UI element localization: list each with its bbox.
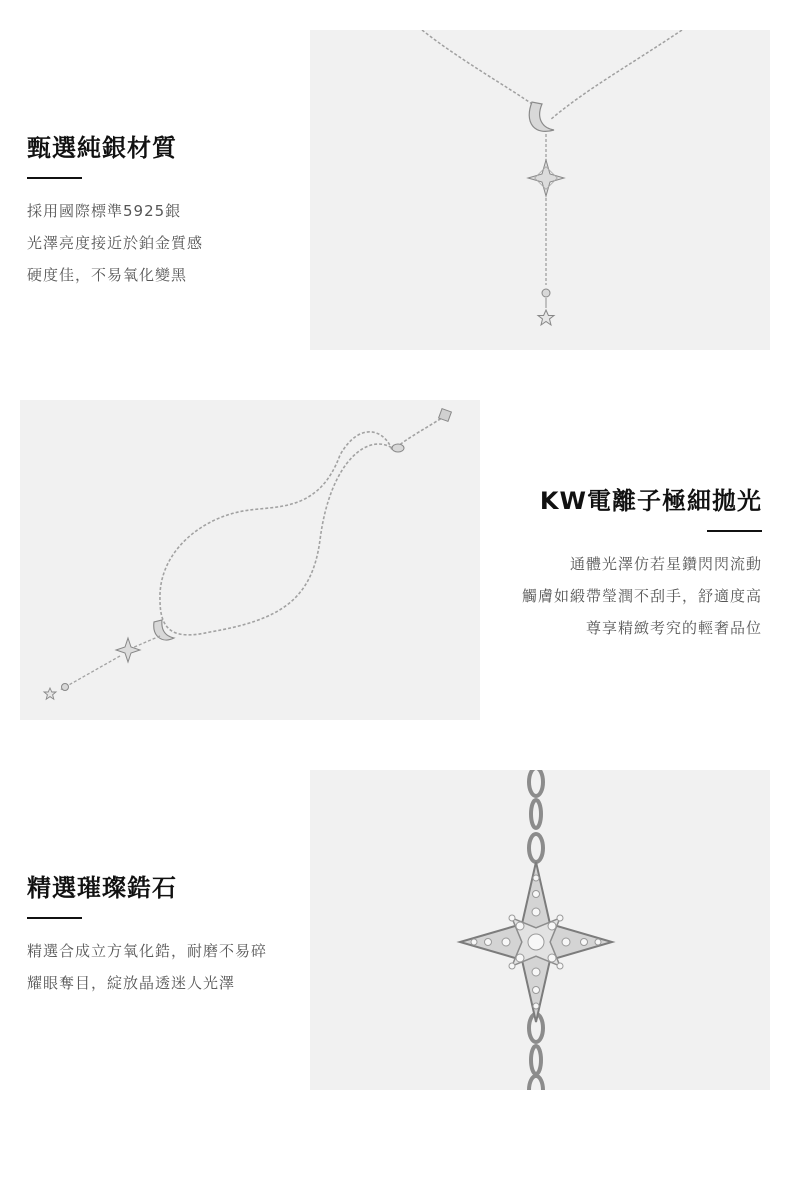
title-divider: [707, 530, 762, 532]
feature-line: 硬度佳，不易氧化變黑: [27, 266, 188, 284]
small-star-charm-icon: [44, 688, 56, 699]
north-star-pendant-icon: [460, 862, 612, 1022]
title-divider: [27, 177, 82, 179]
feature-title: KW電離子極細拋光: [539, 487, 762, 515]
north-star-pendant-icon: [528, 160, 564, 196]
feature-title: 甄選純銀材質: [27, 134, 177, 162]
pendant-closeup-photo: [310, 770, 770, 1090]
feature-polish: [522, 486, 762, 644]
feature-line: 採用國際標準5925銀: [27, 202, 182, 220]
moon-pendant-icon: [529, 102, 554, 131]
title-divider: [27, 917, 82, 919]
necklace-photo-laid-flat: [20, 400, 480, 720]
feature-title: 精選璀璨鋯石: [27, 874, 177, 902]
feature-line: 觸膚如緞帶瑩潤不刮手，舒適度高: [521, 587, 762, 605]
feature-line: 光澤亮度接近於鉑金質感: [27, 234, 204, 252]
feature-line: 耀眼奪目，綻放晶透迷人光澤: [27, 974, 236, 992]
small-star-charm-icon: [538, 310, 554, 325]
north-star-pendant-icon: [116, 638, 140, 662]
feature-silver: [27, 133, 203, 291]
necklace-photo-hanging: [310, 30, 770, 350]
feature-line: 通體光澤仿若星鑽閃閃流動: [569, 555, 762, 573]
feature-line: 尊享精緻考究的輕奢品位: [585, 619, 762, 637]
feature-zircon: [27, 873, 267, 999]
feature-line: 精選合成立方氧化鋯，耐磨不易碎: [27, 942, 268, 960]
